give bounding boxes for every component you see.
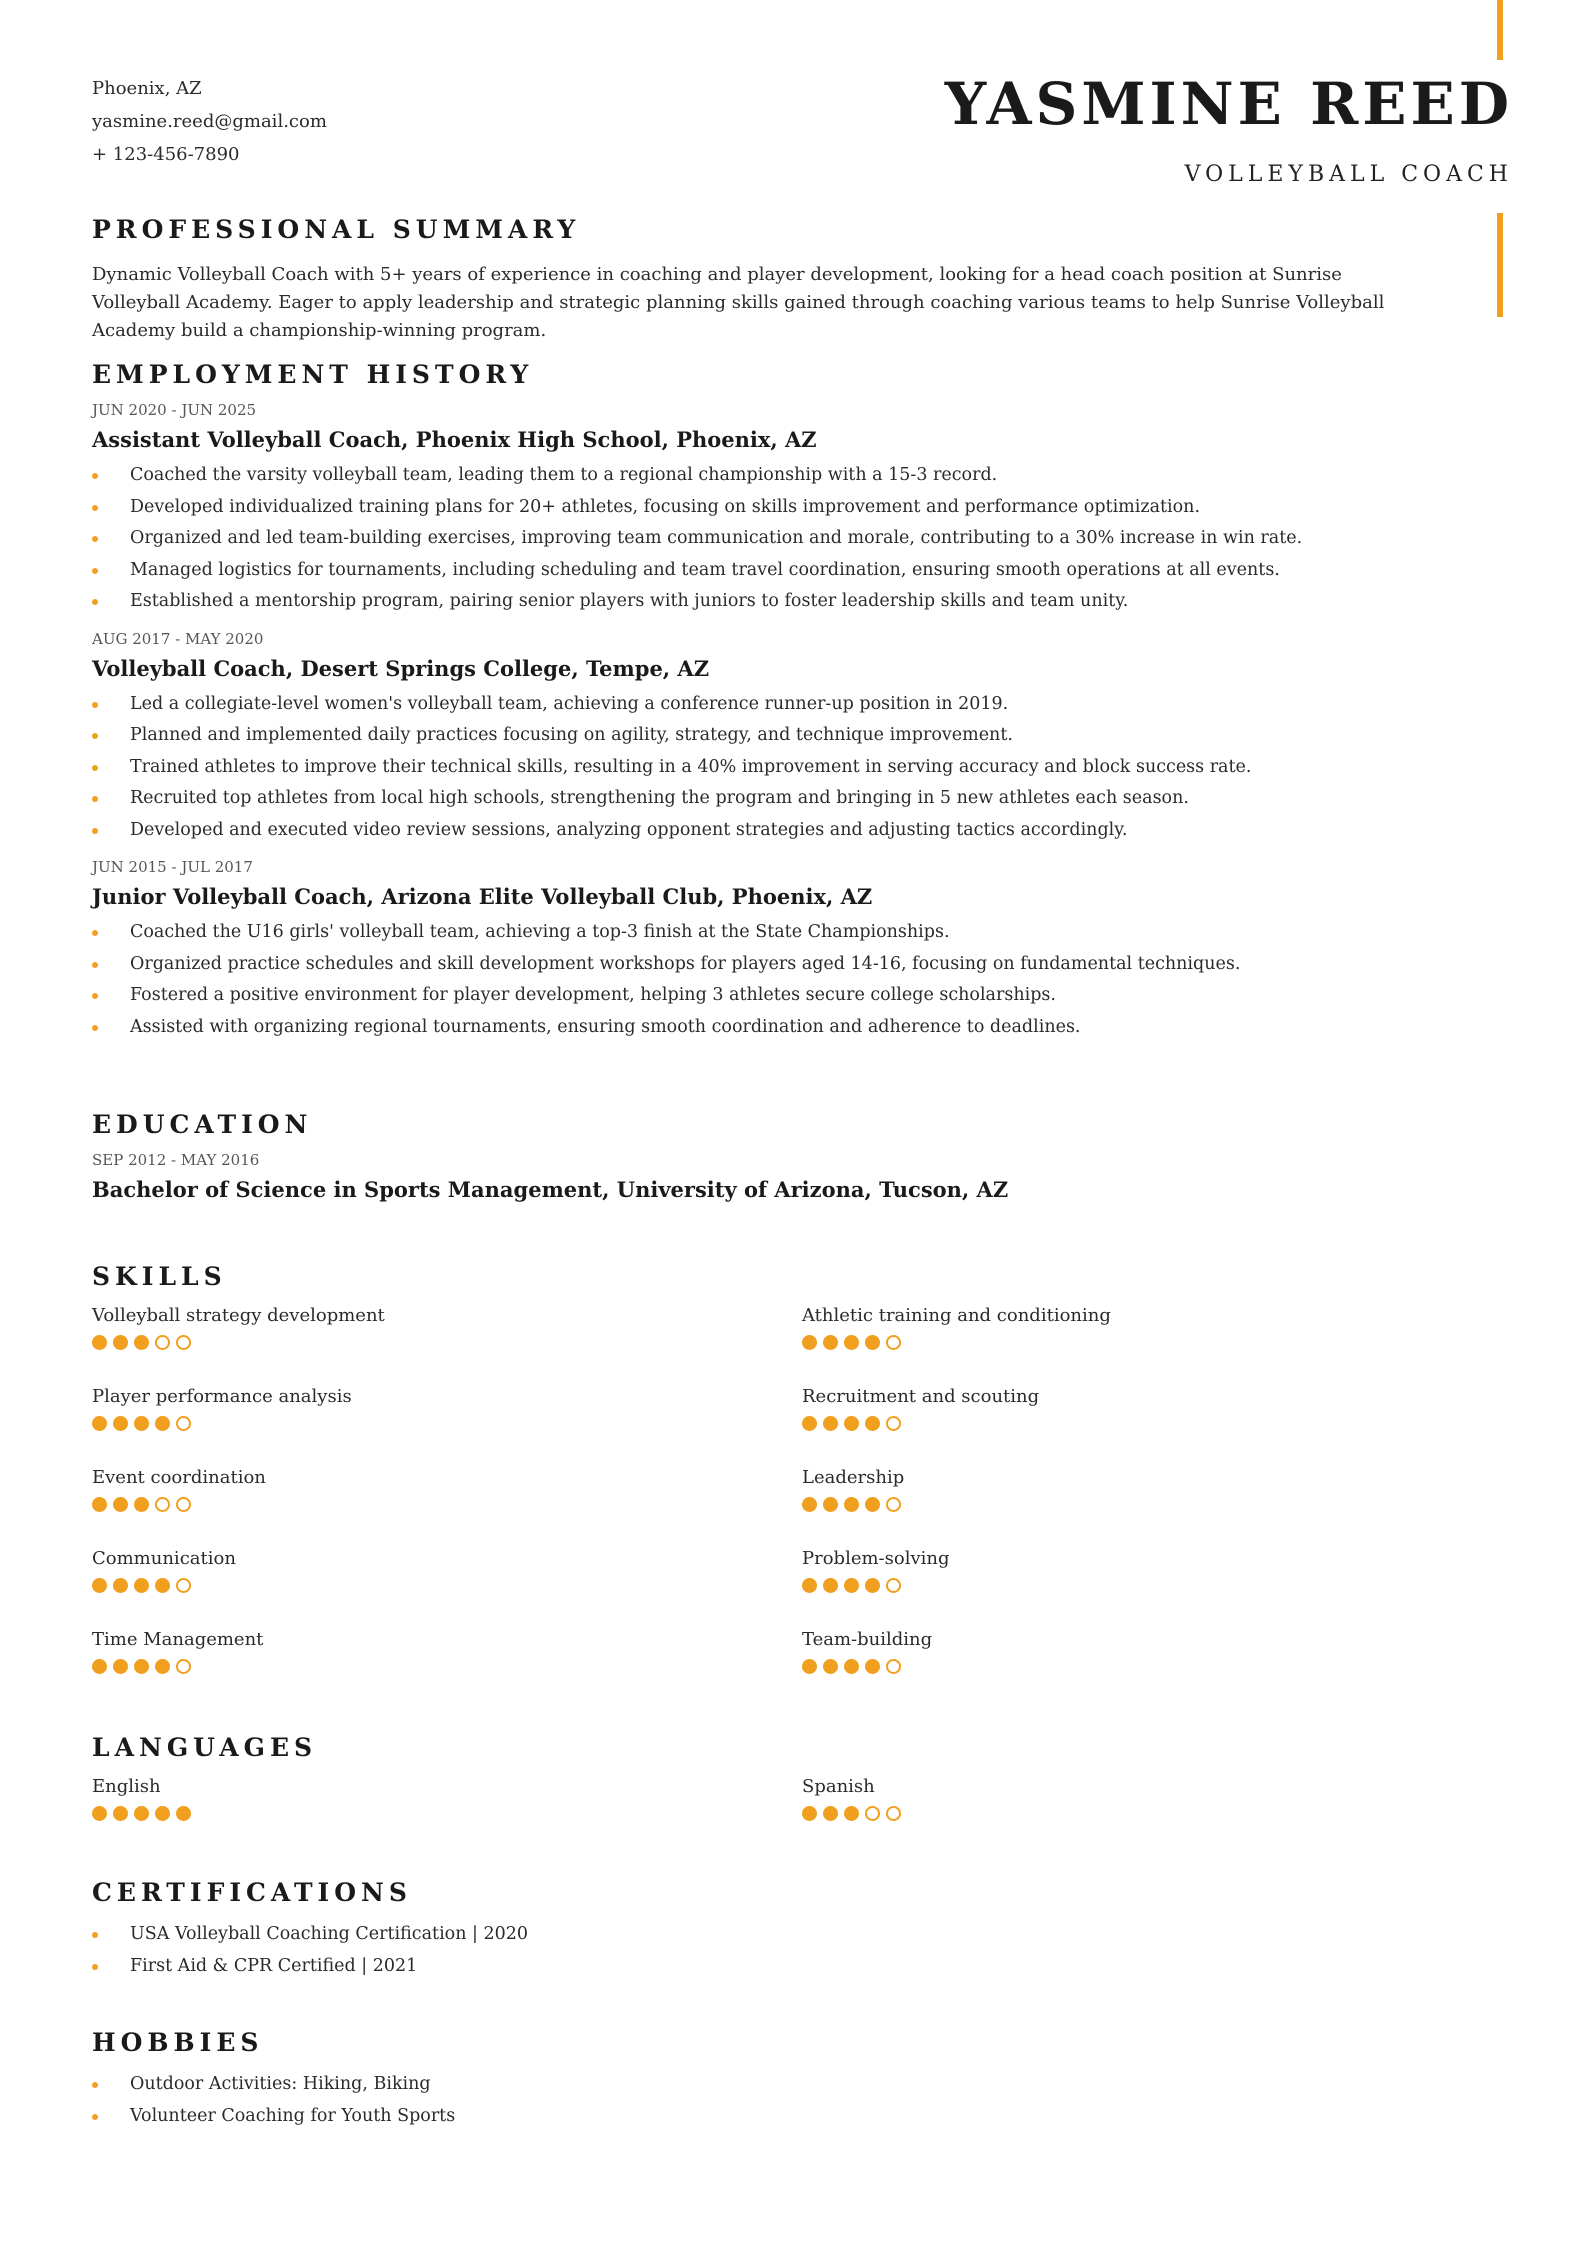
section-heading: LANGUAGES — [92, 1733, 318, 1762]
bullet-icon — [92, 702, 98, 708]
rating-dot-filled-icon — [92, 1806, 107, 1821]
list-item — [92, 586, 1452, 618]
education-title: Bachelor of Science in Sports Management, University of Arizona, Tucson, AZ — [92, 1177, 1009, 1202]
rating — [92, 1659, 802, 1674]
bullet-icon — [92, 599, 98, 605]
job-entry — [92, 857, 1452, 1043]
rating-dot-filled-icon — [155, 1659, 170, 1674]
section-heading: CERTIFICATIONS — [92, 1878, 412, 1907]
skill-item — [92, 1463, 802, 1544]
skill-name: Communication — [92, 1548, 236, 1569]
section-heading: EMPLOYMENT HISTORY — [92, 360, 534, 389]
rating-dot-filled-icon — [865, 1497, 880, 1512]
list-item-text: Coached the U16 girls' volleyball team, achieving a top-3 finish at the State Championships. — [130, 922, 950, 942]
candidate-name: YASMINE REED — [944, 70, 1513, 138]
rating-dot-empty-icon — [886, 1416, 901, 1431]
accent-bar-middle — [1497, 213, 1503, 317]
list-item-text: Planned and implemented daily practices focusing on agility, strategy, and technique improvement. — [130, 725, 1013, 745]
list-item-text: USA Volleyball Coaching Certification | 2020 — [130, 1924, 529, 1944]
rating-dot-empty-icon — [886, 1659, 901, 1674]
bullet-icon — [92, 733, 98, 739]
rating-dot-filled-icon — [92, 1416, 107, 1431]
rating-dot-filled-icon — [92, 1578, 107, 1593]
list-item — [92, 555, 1452, 587]
list-item-text: Managed logistics for tournaments, including scheduling and team travel coordination, ensuring smooth operations at all events. — [130, 559, 1280, 580]
rating-dot-filled-icon — [802, 1416, 817, 1431]
rating-dot-filled-icon — [134, 1578, 149, 1593]
list-item — [92, 689, 1452, 721]
rating-dot-filled-icon — [802, 1497, 817, 1512]
skill-item — [92, 1382, 802, 1463]
rating-dot-filled-icon — [113, 1335, 128, 1350]
rating-dot-filled-icon — [865, 1335, 880, 1350]
rating-dot-empty-icon — [176, 1659, 191, 1674]
rating-dot-filled-icon — [823, 1497, 838, 1512]
rating — [802, 1659, 1452, 1674]
rating-dot-filled-icon — [865, 1578, 880, 1593]
rating — [802, 1335, 1452, 1350]
bullet-icon — [92, 1932, 98, 1938]
job-title: Junior Volleyball Coach, Arizona Elite Volleyball Club, Phoenix, AZ — [92, 884, 873, 909]
bullet-icon — [92, 993, 98, 999]
skill-name: Time Management — [92, 1629, 264, 1650]
rating-dot-empty-icon — [886, 1335, 901, 1350]
rating — [92, 1335, 802, 1350]
skill-name: English — [92, 1776, 161, 1797]
list-item — [92, 752, 1452, 784]
list-item-text: First Aid & CPR Certified | 2021 — [130, 1955, 418, 1976]
rating-dot-empty-icon — [176, 1578, 191, 1593]
job-bullets — [92, 917, 1452, 1043]
bullet-icon — [92, 765, 98, 771]
rating-dot-filled-icon — [844, 1416, 859, 1431]
list-item-text: Established a mentorship program, pairing senior players with juniors to foster leadership skills and team unity. — [130, 591, 1129, 611]
candidate-role: VOLLEYBALL COACH — [1184, 162, 1513, 187]
hobbies-section — [92, 2028, 1452, 2132]
job-bullets — [92, 460, 1452, 618]
list-item — [92, 1012, 1452, 1044]
list-item — [92, 720, 1452, 752]
rating-dot-filled-icon — [134, 1659, 149, 1674]
list-item-text: Organized practice schedules and skill development workshops for players aged 14-16, focusing on fundamental techniques. — [130, 953, 1241, 974]
skill-item — [802, 1301, 1452, 1382]
bullet-icon — [92, 1964, 98, 1970]
education-date: SEP 2012 - MAY 2016 — [92, 1151, 260, 1169]
bullet-icon — [92, 505, 98, 511]
skill-name: Player performance analysis — [92, 1386, 352, 1407]
job-title: Volleyball Coach, Desert Springs College, Tempe, AZ — [92, 655, 710, 681]
skill-name: Leadership — [802, 1467, 905, 1488]
rating-dot-filled-icon — [823, 1659, 838, 1674]
rating-dot-filled-icon — [92, 1659, 107, 1674]
certifications-section — [92, 1878, 1452, 1982]
education-section — [92, 1110, 1452, 1210]
skill-item — [92, 1544, 802, 1625]
list-item-text: Outdoor Activities: Hiking, Biking — [130, 2074, 431, 2094]
rating-dot-empty-icon — [155, 1497, 170, 1512]
rating-dot-empty-icon — [886, 1497, 901, 1512]
job-bullets — [92, 689, 1452, 847]
section-heading: SKILLS — [92, 1262, 227, 1291]
list-item-text: Led a collegiate-level women's volleyball team, achieving a conference runner-up position in 2019. — [130, 693, 1009, 714]
rating-dot-filled-icon — [844, 1659, 859, 1674]
rating — [92, 1806, 802, 1821]
contact-location: Phoenix, AZ — [92, 78, 202, 99]
rating-dot-filled-icon — [134, 1497, 149, 1512]
rating-dot-filled-icon — [113, 1497, 128, 1512]
list-item — [92, 1951, 1452, 1983]
skill-name: Volleyball strategy development — [92, 1305, 385, 1326]
list-item — [92, 783, 1452, 815]
list-item — [92, 492, 1452, 524]
rating — [802, 1497, 1452, 1512]
rating — [92, 1416, 802, 1431]
skill-item — [802, 1772, 1452, 1853]
languages-grid — [92, 1772, 1452, 1853]
rating — [92, 1578, 802, 1593]
skill-item — [802, 1382, 1452, 1463]
section-heading: HOBBIES — [92, 2028, 264, 2057]
summary-text: Dynamic Volleyball Coach with 5+ years of experience in coaching and player development, looking for a head coach position at Sunrise Volleyball Academy. Eager to apply leadership and strategic planning skills gained through coaching various teams to help Sunrise Volleyball Academy build a championship-winning program. — [92, 264, 1385, 341]
job-list — [92, 400, 1452, 1043]
list-item — [92, 523, 1452, 555]
job-date: JUN 2020 - JUN 2025 — [92, 401, 257, 419]
rating — [802, 1416, 1452, 1431]
hobbies-list — [92, 2069, 1452, 2132]
rating-dot-filled-icon — [823, 1806, 838, 1821]
job-title: Assistant Volleyball Coach, Phoenix High School, Phoenix, AZ — [92, 427, 817, 452]
rating-dot-filled-icon — [802, 1659, 817, 1674]
list-item-text: Recruited top athletes from local high schools, strengthening the program and bringing in 5 new athletes each season. — [130, 788, 1189, 808]
rating-dot-filled-icon — [802, 1335, 817, 1350]
list-item-text: Assisted with organizing regional tournaments, ensuring smooth coordination and adherence to deadlines. — [130, 1016, 1081, 1037]
rating-dot-filled-icon — [113, 1806, 128, 1821]
rating-dot-empty-icon — [176, 1335, 191, 1350]
skills-grid — [92, 1301, 1452, 1706]
bullet-icon — [92, 828, 98, 834]
skills-section — [92, 1262, 1452, 1706]
rating-dot-filled-icon — [823, 1578, 838, 1593]
list-item — [92, 460, 1452, 492]
rating-dot-filled-icon — [844, 1578, 859, 1593]
rating-dot-filled-icon — [155, 1578, 170, 1593]
rating-dot-empty-icon — [886, 1578, 901, 1593]
skill-item — [92, 1625, 802, 1706]
rating — [802, 1806, 1452, 1821]
rating-dot-filled-icon — [802, 1578, 817, 1593]
rating-dot-filled-icon — [844, 1335, 859, 1350]
list-item — [92, 815, 1452, 847]
rating-dot-filled-icon — [155, 1416, 170, 1431]
section-heading: EDUCATION — [92, 1110, 313, 1139]
summary-section — [92, 215, 1452, 345]
list-item — [92, 2101, 1452, 2133]
rating-dot-filled-icon — [134, 1806, 149, 1821]
list-item — [92, 2069, 1452, 2101]
employment-section — [92, 360, 1452, 1043]
skill-name: Spanish — [802, 1776, 875, 1797]
rating-dot-filled-icon — [134, 1416, 149, 1431]
bullet-icon — [92, 1025, 98, 1031]
rating-dot-filled-icon — [92, 1497, 107, 1512]
list-item-text: Developed individualized training plans for 20+ athletes, focusing on skills improvement and performance optimization. — [130, 496, 1201, 517]
rating-dot-filled-icon — [865, 1659, 880, 1674]
bullet-icon — [92, 568, 98, 574]
contact-email[interactable]: yasmine.reed@gmail.com — [92, 111, 327, 132]
skill-item — [92, 1301, 802, 1382]
certifications-list — [92, 1919, 1452, 1982]
skill-name: Athletic training and conditioning — [802, 1305, 1111, 1326]
skill-item — [802, 1463, 1452, 1544]
list-item — [92, 949, 1452, 981]
rating-dot-empty-icon — [176, 1416, 191, 1431]
job-date: AUG 2017 - MAY 2020 — [92, 629, 264, 648]
list-item-text: Developed and executed video review sessions, analyzing opponent strategies and adjusting tactics accordingly. — [130, 819, 1128, 840]
job-entry — [92, 400, 1452, 618]
accent-bar-top — [1497, 0, 1503, 60]
bullet-icon — [92, 962, 98, 968]
rating-dot-filled-icon — [113, 1659, 128, 1674]
skill-item — [92, 1772, 802, 1853]
section-heading: PROFESSIONAL SUMMARY — [92, 215, 581, 244]
list-item-text: Organized and led team-building exercises, improving team communication and morale, contributing to a 30% increase in win rate. — [130, 528, 1303, 548]
list-item-text: Fostered a positive environment for player development, helping 3 athletes secure college scholarships. — [130, 985, 1056, 1005]
rating-dot-filled-icon — [176, 1806, 191, 1821]
rating-dot-empty-icon — [865, 1806, 880, 1821]
skill-name: Recruitment and scouting — [802, 1386, 1040, 1407]
rating-dot-filled-icon — [802, 1806, 817, 1821]
skill-name: Team-building — [802, 1629, 933, 1650]
rating-dot-empty-icon — [176, 1497, 191, 1512]
list-item — [92, 980, 1452, 1012]
rating-dot-filled-icon — [844, 1497, 859, 1512]
rating-dot-filled-icon — [113, 1578, 128, 1593]
rating-dot-filled-icon — [865, 1416, 880, 1431]
rating-dot-filled-icon — [823, 1416, 838, 1431]
rating-dot-filled-icon — [134, 1335, 149, 1350]
contact-phone[interactable]: + 123-456-7890 — [92, 144, 240, 165]
rating — [92, 1497, 802, 1512]
bullet-icon — [92, 473, 98, 479]
list-item-text: Volunteer Coaching for Youth Sports — [130, 2105, 456, 2126]
bullet-icon — [92, 2082, 98, 2088]
languages-section — [92, 1733, 1452, 1853]
rating-dot-filled-icon — [113, 1416, 128, 1431]
bullet-icon — [92, 930, 98, 936]
skill-name: Problem-solving — [802, 1548, 950, 1569]
rating-dot-filled-icon — [92, 1335, 107, 1350]
rating-dot-filled-icon — [823, 1335, 838, 1350]
bullet-icon — [92, 796, 98, 802]
list-item-text: Trained athletes to improve their technical skills, resulting in a 40% improvement in serving accuracy and block success rate. — [130, 756, 1252, 777]
rating — [802, 1578, 1452, 1593]
list-item — [92, 1919, 1452, 1951]
rating-dot-empty-icon — [886, 1806, 901, 1821]
list-item-text: Coached the varsity volleyball team, leading them to a regional championship with a 15-3 record. — [130, 465, 998, 485]
bullet-icon — [92, 2114, 98, 2120]
rating-dot-filled-icon — [155, 1806, 170, 1821]
rating-dot-filled-icon — [844, 1806, 859, 1821]
list-item — [92, 917, 1452, 949]
skill-item — [802, 1544, 1452, 1625]
rating-dot-empty-icon — [155, 1335, 170, 1350]
contact-block — [92, 72, 327, 171]
skill-name: Event coordination — [92, 1467, 266, 1488]
job-date: JUN 2015 - JUL 2017 — [92, 858, 253, 876]
bullet-icon — [92, 536, 98, 542]
job-entry — [92, 629, 1452, 847]
skill-item — [802, 1625, 1452, 1706]
